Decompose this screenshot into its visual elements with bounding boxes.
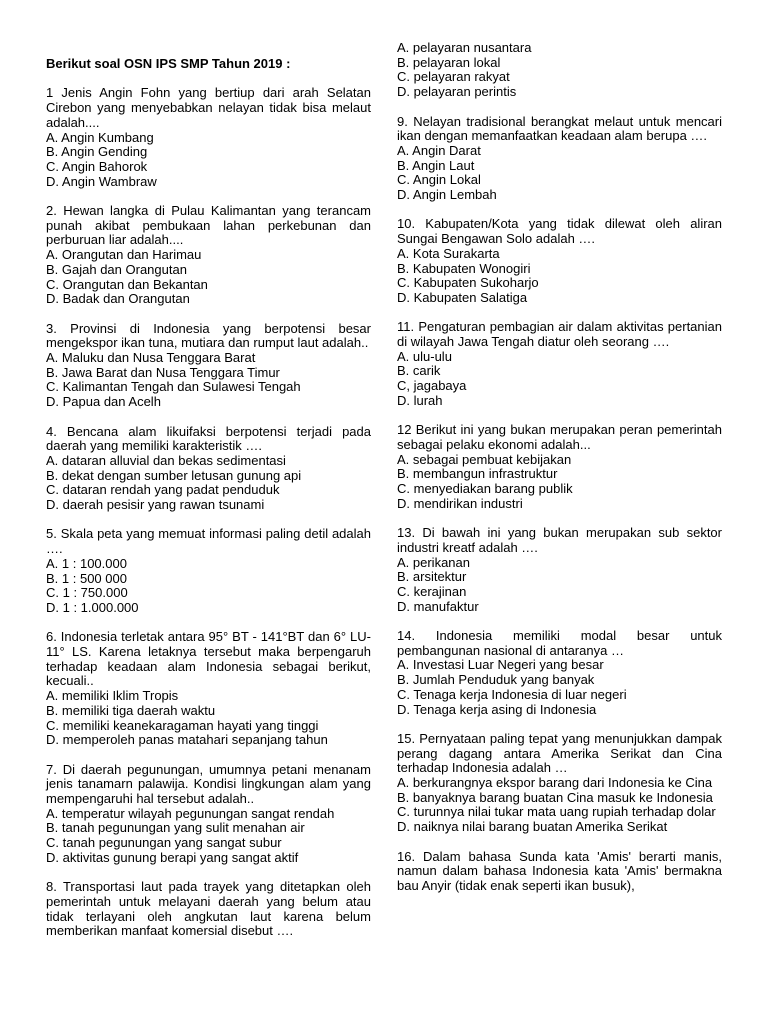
option-c: C. dataran rendah yang padat penduduk xyxy=(46,482,280,498)
option-c: C. Kabupaten Sukoharjo xyxy=(397,275,539,291)
option-c: C. Angin Bahorok xyxy=(46,158,148,174)
option-d: D. Angin Lembah xyxy=(397,187,497,203)
option-c: C. turunnya nilai tukar mata uang rupiah terhadap dolar xyxy=(397,804,716,820)
option-c: C. tanah pegunungan yang sangat subur xyxy=(46,835,282,851)
option-a: A. Investasi Luar Negeri yang besar xyxy=(397,657,604,673)
option-b: B. tanah pegunungan yang sulit menahan air xyxy=(46,820,305,836)
option-b: B. Kabupaten Wonogiri xyxy=(397,260,531,276)
question-14 xyxy=(397,629,722,717)
option-b: B. carik xyxy=(397,363,441,379)
question-13 xyxy=(397,526,722,614)
option-d: D. lurah xyxy=(397,392,443,408)
option-a: A. memiliki Iklim Tropis xyxy=(46,688,179,704)
option-b: B. pelayaran lokal xyxy=(397,54,501,70)
option-a: A. Angin Kumbang xyxy=(46,129,154,145)
option-c: C. memiliki keanekaragaman hayati yang tinggi xyxy=(46,717,319,733)
question-stem: 2. Hewan langka di Pulau Kalimantan yang terancam punah akibat pembukaan lahan perkebunan dan perburuan liar adalah.... xyxy=(46,203,371,248)
option-b: B. Gajah dan Orangutan xyxy=(46,261,187,277)
question-stem: 15. Pernyataan paling tepat yang menunjukkan dampak perang dagang antara Amerika Serikat dan Cina terhadap Indonesia adalah … xyxy=(397,730,722,776)
option-d: D. pelayaran perintis xyxy=(397,84,517,100)
right-column xyxy=(397,41,722,908)
option-b: B. membangun infrastruktur xyxy=(397,466,558,482)
option-b: B. 1 : 500 000 xyxy=(46,570,127,586)
option-a: A. berkurangnya ekspor barang dari Indonesia ke Cina xyxy=(397,775,713,791)
question-stem: 7. Di daerah pegunungan, umumnya petani menanam jenis tanamarn palawija. Kondisi lingkungan alam yang mempengaruhi hal tersebut adalah.. xyxy=(46,761,371,807)
question-stem: 14. Indonesia memiliki modal besar untuk pembangunan nasional di antaranya … xyxy=(397,628,722,658)
question-stem: 9. Nelayan tradisional berangkat melaut untuk mencari ikan dengan memanfaatkan keadaan alam berupa …. xyxy=(397,113,722,144)
question-stem: 3. Provinsi di Indonesia yang berpotensi besar mengekspor ikan tuna, mutiara dan rumput laut adalah.. xyxy=(46,320,371,351)
question-stem: 11. Pengaturan pembagian air dalam aktivitas pertanian di wilayah Jawa Tengah diatur oleh seorang …. xyxy=(397,319,722,350)
option-d: D. Angin Wambraw xyxy=(46,173,157,189)
option-b: B. banyaknya barang buatan Cina masuk ke Indonesia xyxy=(397,789,713,805)
question-stem: 8. Transportasi laut pada trayek yang ditetapkan oleh pemerintah untuk melayani daerah yang belum atau tidak terlayani oleh angkutan laut karena belum memberikan manfaat komersial disebut …. xyxy=(46,879,371,939)
question-stem: 10. Kabupaten/Kota yang tidak dilewat oleh aliran Sungai Bengawan Solo adalah …. xyxy=(397,216,722,247)
question-stem: 4. Bencana alam likuifaksi berpotensi terjadi pada daerah yang memiliki karakteristik …. xyxy=(46,423,371,454)
question-15 xyxy=(397,732,722,835)
question-stem: 1 Jenis Angin Fohn yang bertiup dari arah Selatan Cirebon yang menyebabkan nelayan tidak bisa melaut adalah.... xyxy=(46,85,371,130)
page-title: Berikut soal OSN IPS SMP Tahun 2019 : xyxy=(46,56,291,71)
option-b: B. Jawa Barat dan Nusa Tenggara Timur xyxy=(46,364,280,380)
question-12 xyxy=(397,423,722,511)
question-6 xyxy=(46,630,371,748)
option-b: B. memiliki tiga daerah waktu xyxy=(46,702,216,718)
option-a: A. ulu-ulu xyxy=(397,348,452,364)
option-b: B. arsitektur xyxy=(397,569,467,585)
option-c: C. pelayaran rakyat xyxy=(397,69,510,85)
option-d: D. memperoleh panas matahari sepanjang tahun xyxy=(46,732,328,748)
option-a: A. dataran alluvial dan bekas sedimentasi xyxy=(46,452,286,468)
question-2 xyxy=(46,204,371,307)
option-c: C, jagabaya xyxy=(397,378,467,394)
question-8-options xyxy=(397,41,722,100)
option-a: A. Kota Surakarta xyxy=(397,245,500,261)
option-b: B. dekat dengan sumber letusan gunung api xyxy=(46,467,302,483)
option-b: B. Jumlah Penduduk yang banyak xyxy=(397,672,595,688)
option-b: B. Angin Laut xyxy=(397,157,475,173)
option-a: A. sebagai pembuat kebijakan xyxy=(397,451,572,467)
option-d: D. Tenaga kerja asing di Indonesia xyxy=(397,701,597,717)
left-column xyxy=(46,41,371,954)
option-a: A. Maluku dan Nusa Tenggara Barat xyxy=(46,350,256,366)
option-d: D. naiknya nilai barang buatan Amerika Serikat xyxy=(397,819,668,835)
option-c: C. kerajinan xyxy=(397,583,467,599)
option-c: C. menyediakan barang publik xyxy=(397,481,573,497)
question-9 xyxy=(397,115,722,203)
option-d: D. Papua dan Acelh xyxy=(46,394,161,410)
option-a: A. 1 : 100.000 xyxy=(46,555,127,571)
option-a: A. perikanan xyxy=(397,554,470,570)
question-16 xyxy=(397,850,722,894)
option-c: C. Tenaga kerja Indonesia di luar negeri xyxy=(397,686,627,702)
option-d: D. Badak dan Orangutan xyxy=(46,291,190,307)
question-7 xyxy=(46,763,371,866)
question-4 xyxy=(46,425,371,513)
question-3 xyxy=(46,322,371,410)
question-11 xyxy=(397,320,722,408)
option-a: A. pelayaran nusantara xyxy=(397,40,532,55)
question-stem: 6. Indonesia terletak antara 95° BT - 141°BT dan 6° LU-11° LS. Karena letaknya tersebut maka berpengaruh terhadap keadaan alam Indonesia sebagai berikut, kecuali.. xyxy=(46,629,371,689)
question-10 xyxy=(397,217,722,305)
question-stem: 12 Berikut ini yang bukan merupakan peran pemerintah sebagai pelaku ekonomi adalah... xyxy=(397,422,722,452)
question-stem: 16. Dalam bahasa Sunda kata 'Amis' berarti manis, namun dalam bahasa Indonesia kata 'Amis' bermakna bau Anyir (tidak enak seperti ikan busuk), xyxy=(397,848,722,893)
option-c: C. Angin Lokal xyxy=(397,172,481,188)
option-d: D. daerah pesisir yang rawan tsunami xyxy=(46,497,265,513)
option-a: A. temperatur wilayah pegunungan sangat rendah xyxy=(46,805,335,821)
question-1 xyxy=(46,86,371,189)
option-a: A. Orangutan dan Harimau xyxy=(46,247,202,263)
option-d: D. Kabupaten Salatiga xyxy=(397,289,528,305)
option-d: D. manufaktur xyxy=(397,598,479,614)
option-c: C. 1 : 750.000 xyxy=(46,585,128,601)
question-5 xyxy=(46,527,371,615)
option-d: D. aktivitas gunung berapi yang sangat aktif xyxy=(46,849,299,865)
option-a: A. Angin Darat xyxy=(397,142,481,158)
option-d: D. mendirikan industri xyxy=(397,495,523,511)
option-c: C. Orangutan dan Bekantan xyxy=(46,276,208,292)
question-8 xyxy=(46,880,371,939)
option-d: D. 1 : 1.000.000 xyxy=(46,599,139,615)
question-stem: 13. Di bawah ini yang bukan merupakan sub sektor industri kreatf adalah …. xyxy=(397,525,722,555)
option-c: C. Kalimantan Tengah dan Sulawesi Tengah xyxy=(46,379,301,395)
option-b: B. Angin Gending xyxy=(46,144,148,160)
question-stem: 5. Skala peta yang memuat informasi paling detil adalah …. xyxy=(46,526,371,557)
